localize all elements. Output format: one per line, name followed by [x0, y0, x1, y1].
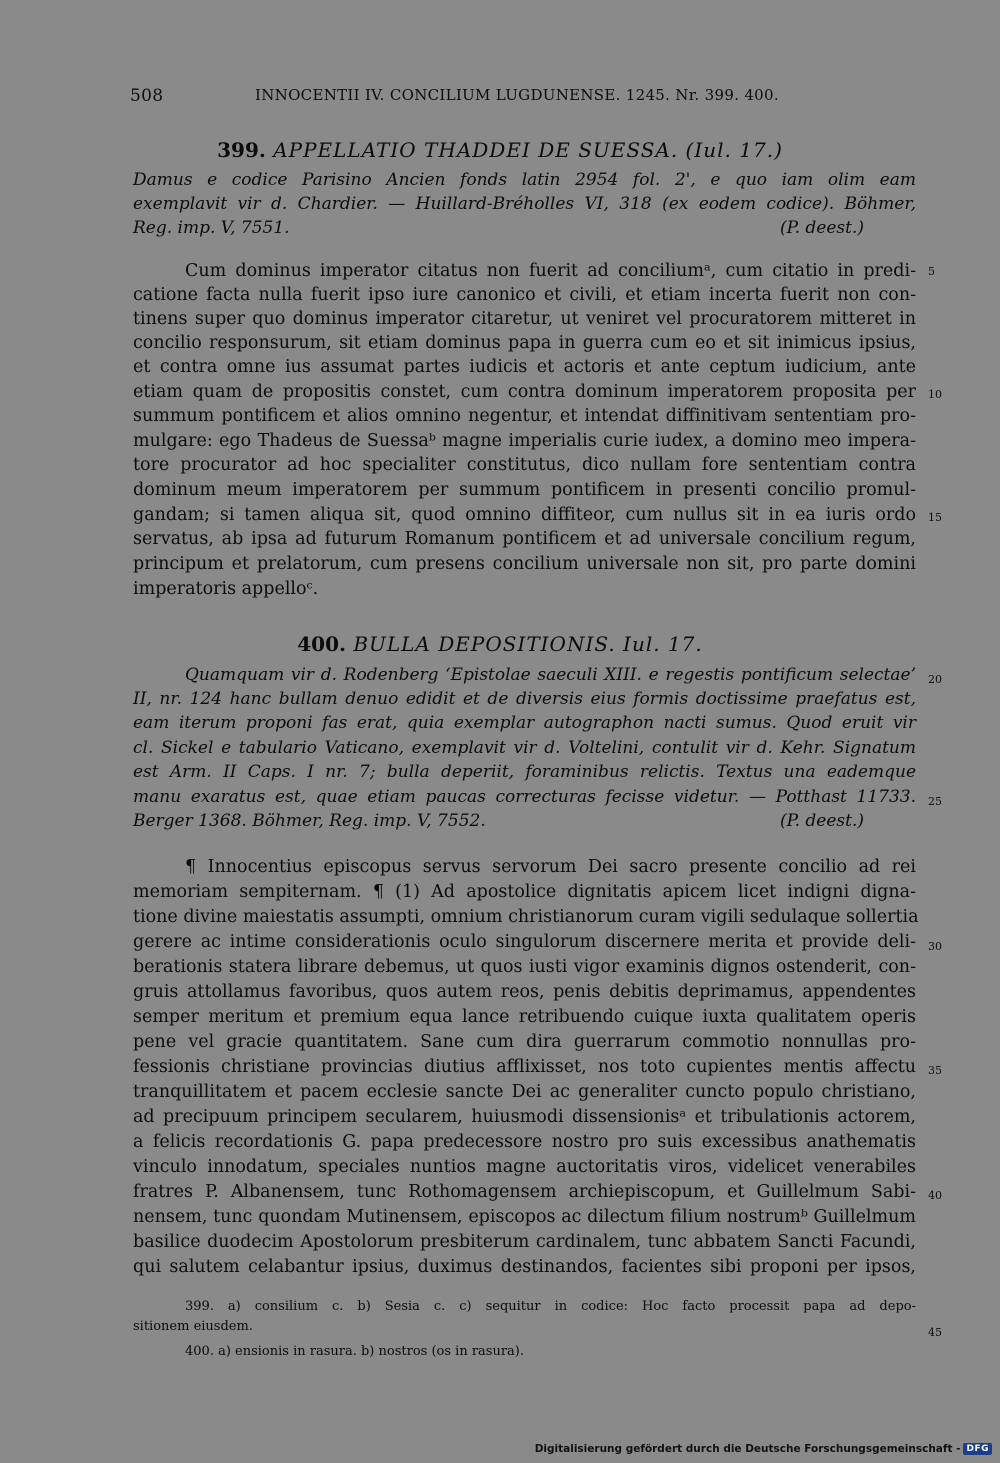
doc-400-text-line: a felicis recordationis G. papa predecessore nostro pro suis excessibus anathematis: [133, 1132, 916, 1152]
doc-399-intro-last: Reg. imp. V, 7551.: [133, 218, 290, 238]
doc-400-text-line: gruis attollamus favoribus, quos autem reos, penis debitis deprimamus, appendentes: [133, 982, 916, 1002]
dfg-logo: DFG: [963, 1443, 992, 1455]
digitization-credit: [535, 1443, 992, 1455]
doc-400-text-line: semper meritum et premium equa lance retribuendo cuique iuxta qualitatem operis: [133, 1007, 916, 1027]
doc-399-text-line: gandam; si tamen aliqua sit, quod omnino diffiteor, cum nullus sit in ea iuris ordo: [133, 505, 916, 525]
footnote-399-line: sitionem eiusdem.: [133, 1319, 253, 1334]
doc-400-text-line: tione divine maiestatis assumpti, omnium christianorum curam vigili sedulaque sollertia: [133, 907, 919, 927]
doc-399-intro-line: Damus e codice Parisino Ancien fonds latin 2954 fol. 2', e quo iam olim eam: [133, 170, 916, 190]
doc-400-text-line: memoriam sempiternam. ¶ (1) Ad apostolice dignitatis apicem licet indigni digna-: [133, 882, 916, 902]
footnote-400-line: 400. a) ensionis in rasura. b) nostros (os in rasura).: [185, 1344, 524, 1359]
doc-400-text-line: ¶ Innocentius episcopus servus servorum Dei sacro presente concilio ad rei: [185, 857, 916, 877]
doc-399-text-line: Cum dominus imperator citatus non fuerit ad conciliumᵃ, cum citatio in predi-: [185, 261, 916, 281]
footnote-399-line: 399. a) consilium c. b) Sesia c. c) sequitur in codice: Hoc facto processit papa ad depo-: [185, 1299, 916, 1314]
doc-400-text-line: qui salutem celabantur ipsius, duximus destinandos, facientes sibi proponi per ipsos,: [133, 1257, 916, 1277]
doc-399-text-line: et contra omne ius assumat partes iudicis et actoris et ante ceptum iudicium, ante: [133, 357, 916, 377]
doc-400-title-text: BULLA DEPOSITIONIS. Iul. 17.: [353, 632, 703, 656]
doc-400-number: 400.: [297, 632, 346, 656]
doc-400-intro-last: Berger 1368. Böhmer, Reg. imp. V, 7552.: [133, 811, 486, 831]
doc-399-intro-line: exemplavit vir d. Chardier. — Huillard-Bréholles VI, 318 (ex eodem codice). Böhmer,: [133, 194, 916, 214]
doc-399-number: 399.: [217, 138, 266, 162]
doc-400-text-line: tranquillitatem et pacem ecclesie sancte Dei ac generaliter cuncto populo christiano,: [133, 1082, 916, 1102]
margin-line-number: 40: [928, 1189, 942, 1202]
doc-400-text-line: ad precipuum principem secularem, huiusmodi dissensionisᵃ et tribulationis actorem,: [133, 1107, 916, 1127]
doc-399-intro-note: (P. deest.): [779, 218, 864, 238]
margin-line-number: 5: [928, 265, 935, 278]
doc-400-title: [0, 632, 1000, 656]
doc-399-title-text: APPELLATIO THADDEI DE SUESSA. (Iul. 17.): [273, 138, 783, 162]
doc-399-text-line: etiam quam de propositis constet, cum contra dominum imperatorem proposita per: [133, 382, 916, 402]
doc-400-text-line: basilice duodecim Apostolorum presbiterum cardinalem, tunc abbatem Sancti Facundi,: [133, 1232, 916, 1252]
doc-399-text-line: mulgare: ego Thadeus de Suessaᵇ magne imperialis curie iudex, a domino meo impera-: [133, 431, 916, 451]
doc-399-text-line: tinens super quo dominus imperator citaretur, ut veniret vel procuratorem mitteret in: [133, 309, 916, 329]
doc-399-text-line: principum et prelatorum, cum presens concilium universale non sit, pro parte domini: [133, 554, 916, 574]
page-number: 508: [130, 86, 164, 106]
margin-line-number: 45: [928, 1326, 942, 1339]
doc-400-text-line: nensem, tunc quondam Mutinensem, episcopos ac dilectum filium nostrumᵇ Guillelmum: [133, 1207, 916, 1227]
doc-399-text-line: tore procurator ad hoc specialiter constitutus, dico nullam fore sententiam contra: [133, 455, 916, 475]
doc-399-text-line: servatus, ab ipsa ad futurum Romanum pontificem et ad universale concilium regum,: [133, 529, 916, 549]
margin-line-number: 15: [928, 511, 942, 524]
doc-400-intro-line: Quamquam vir d. Rodenberg ‘Epistolae saeculi XIII. e regestis pontificum selectae’: [185, 665, 916, 685]
margin-line-number: 10: [928, 388, 942, 401]
doc-400-intro-note: (P. deest.): [779, 811, 864, 831]
doc-400-text-line: pene vel gracie quantitatem. Sane cum dira guerrarum commotio nonnullas pro-: [133, 1032, 916, 1052]
doc-400-text-line: fratres P. Albanensem, tunc Rothomagensem archiepiscopum, et Guillelmum Sabi-: [133, 1182, 916, 1202]
doc-400-text-line: vinculo innodatum, speciales nuntios magne auctoritatis viros, videlicet venerabiles: [133, 1157, 916, 1177]
doc-399-text-line: catione facta nulla fuerit ipso iure canonico et civili, et etiam incerta fuerit non con-: [133, 285, 916, 305]
doc-399-text-line: dominum meum imperatorem per summum pontificem in presenti concilio promul-: [133, 480, 916, 500]
margin-line-number: 35: [928, 1064, 942, 1077]
doc-400-text-line: gerere ac intime considerationis oculo singulorum discernere merita et provide deli-: [133, 932, 916, 952]
doc-399-text-line: concilio responsurum, sit etiam dominus papa in guerra cum eo et sit inimicus ipsius,: [133, 333, 916, 353]
digitization-credit-text: Digitalisierung gefördert durch die Deutsche Forschungsgemeinschaft -: [534, 1443, 961, 1455]
margin-line-number: 25: [928, 795, 942, 808]
doc-400-intro-line: II, nr. 124 hanc bullam denuo edidit et de diversis eius formis doctissime praefatus est,: [133, 689, 916, 709]
doc-400-intro-line: cl. Sickel e tabulario Vaticano, exemplavit vir d. Voltelini, contulit vir d. Kehr. Signatum: [133, 738, 916, 758]
doc-399-intro-line: [133, 216, 916, 240]
doc-400-intro-line: manu exaratus est, quae etiam paucas correcturas fecisse videtur. — Potthast 11733.: [133, 787, 916, 807]
margin-line-number: 30: [928, 940, 942, 953]
margin-line-number: 20: [928, 673, 942, 686]
doc-400-intro-line: [133, 809, 916, 833]
running-title: INNOCENTII IV. CONCILIUM LUGDUNENSE. 1245. Nr. 399. 400.: [255, 86, 779, 104]
doc-399-text-line: imperatoris appelloᶜ.: [133, 579, 319, 599]
doc-399-title: [0, 138, 1000, 162]
doc-400-text-line: fessionis christiane provincias diutius afflixisset, nos toto cupientes mentis affectu: [133, 1057, 916, 1077]
doc-399-text-line: summum pontificem et alios omnino negentur, et intendat diffinitivam sententiam pro-: [133, 406, 916, 426]
doc-400-intro-line: est Arm. II Caps. I nr. 7; bulla deperiit, foraminibus relictis. Textus una eademque: [133, 762, 916, 782]
doc-400-text-line: berationis statera librare debemus, ut quos iusti vigor examinis dignos ostenderit, con-: [133, 957, 916, 977]
doc-400-intro-line: eam iterum proponi fas erat, quia exemplar autographon nacti sumus. Quod eruit vir: [133, 713, 916, 733]
